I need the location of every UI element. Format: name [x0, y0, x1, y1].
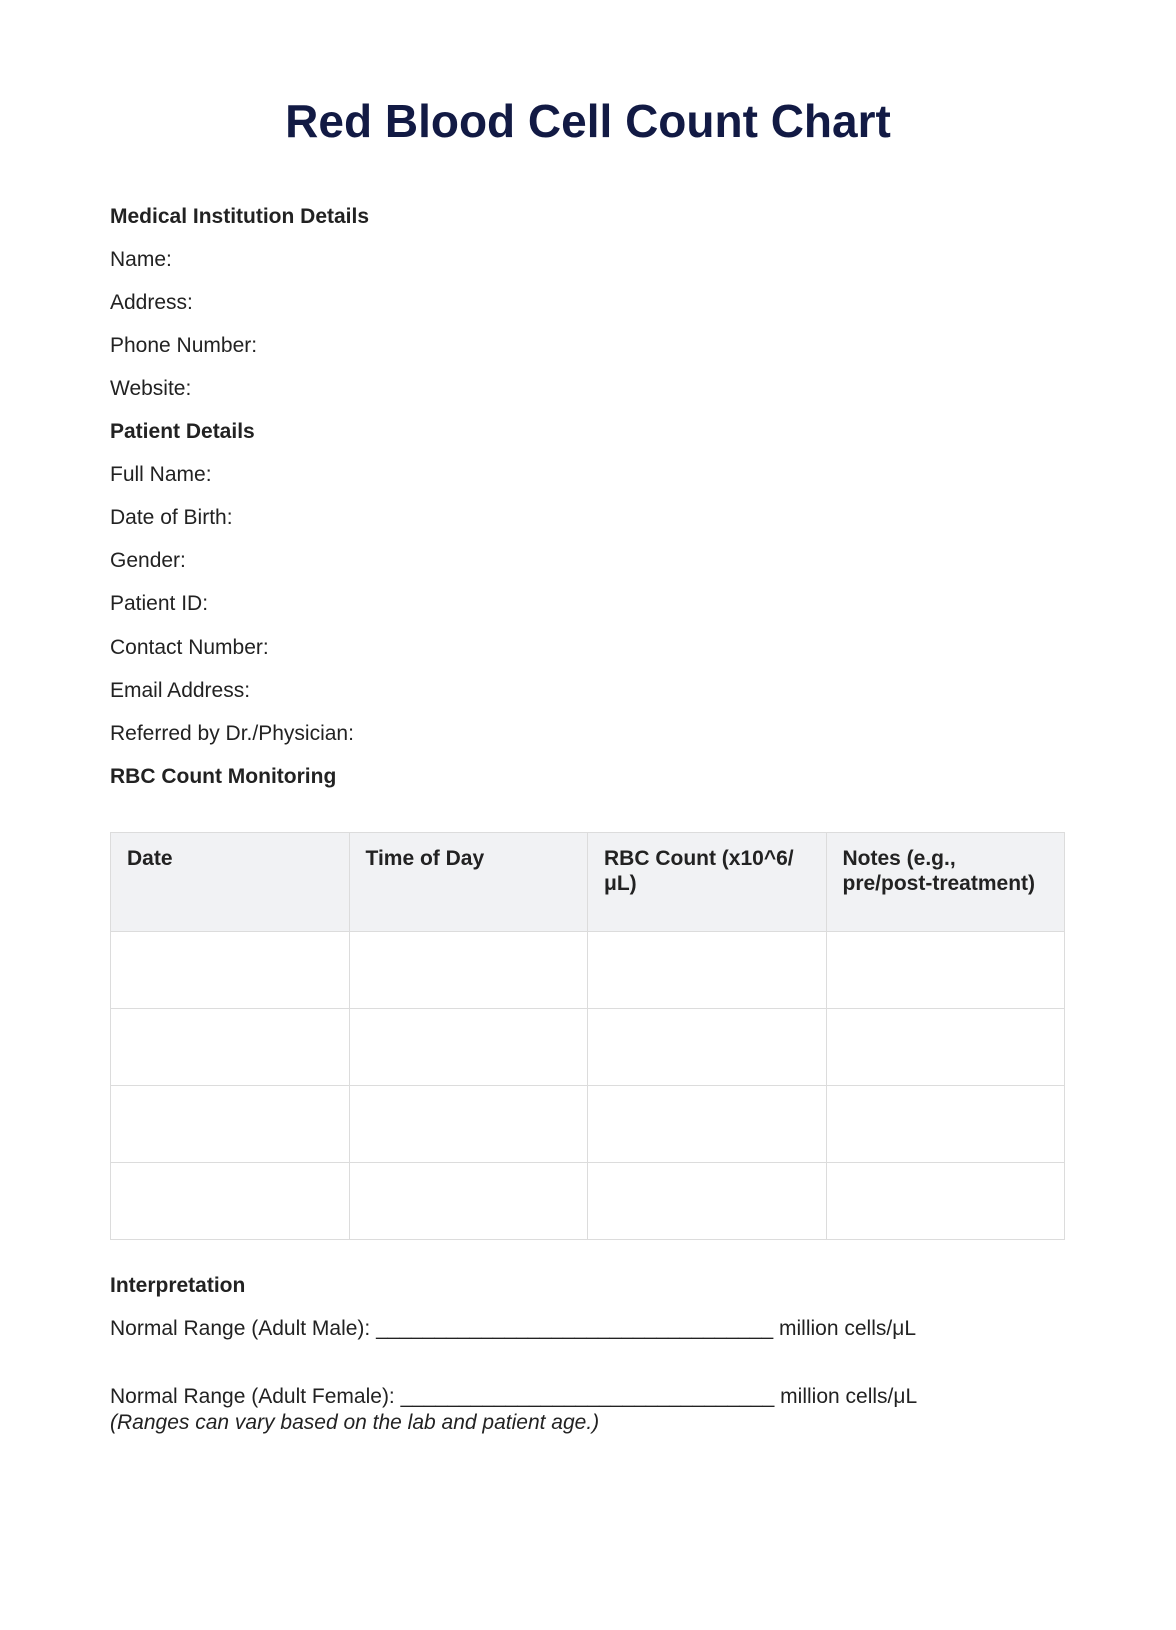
table-header-row: [111, 833, 1065, 932]
field-address: Address:: [110, 291, 193, 314]
field-referred-by: Referred by Dr./Physician:: [110, 722, 354, 745]
cell[interactable]: [826, 1009, 1065, 1086]
field-name: Name:: [110, 248, 172, 271]
cell[interactable]: [111, 932, 350, 1009]
field-dob: Date of Birth:: [110, 506, 233, 529]
table-row: [111, 932, 1065, 1009]
cell[interactable]: [349, 1163, 588, 1240]
col-notes: Notes (e.g., pre/post-treatment): [826, 833, 1065, 932]
cell[interactable]: [826, 1163, 1065, 1240]
field-website: Website:: [110, 377, 192, 400]
cell[interactable]: [588, 932, 827, 1009]
patient-heading: Patient Details: [110, 420, 255, 443]
female-range-field: Normal Range (Adult Female): ________________________________ million cells/μL: [110, 1385, 918, 1408]
institution-heading: Medical Institution Details: [110, 205, 370, 228]
field-email: Email Address:: [110, 679, 251, 702]
male-range-field: Normal Range (Adult Male): __________________________________ million cells/μL: [110, 1317, 916, 1340]
interpretation-heading: Interpretation: [110, 1274, 246, 1297]
field-full-name: Full Name:: [110, 463, 212, 486]
cell[interactable]: [588, 1163, 827, 1240]
cell[interactable]: [111, 1009, 350, 1086]
range-note: (Ranges can vary based on the lab and patient age.): [110, 1411, 600, 1434]
field-patient-id: Patient ID:: [110, 592, 209, 615]
cell[interactable]: [588, 1086, 827, 1163]
field-phone: Phone Number:: [110, 334, 258, 357]
cell[interactable]: [826, 1086, 1065, 1163]
cell[interactable]: [111, 1163, 350, 1240]
table-row: [111, 1163, 1065, 1240]
rbc-monitoring-table: [110, 832, 1065, 1240]
cell[interactable]: [349, 1009, 588, 1086]
cell[interactable]: [349, 1086, 588, 1163]
cell[interactable]: [111, 1086, 350, 1163]
cell[interactable]: [349, 932, 588, 1009]
monitoring-heading: RBC Count Monitoring: [110, 765, 337, 788]
field-gender: Gender:: [110, 549, 186, 572]
col-rbc: RBC Count (x10^6/ μL): [588, 833, 827, 932]
col-time: Time of Day: [349, 833, 588, 932]
table-row: [111, 1009, 1065, 1086]
field-contact: Contact Number:: [110, 636, 269, 659]
page-title: Red Blood Cell Count Chart: [285, 95, 891, 147]
cell[interactable]: [826, 932, 1065, 1009]
cell[interactable]: [588, 1009, 827, 1086]
col-date: Date: [111, 833, 350, 932]
table-row: [111, 1086, 1065, 1163]
